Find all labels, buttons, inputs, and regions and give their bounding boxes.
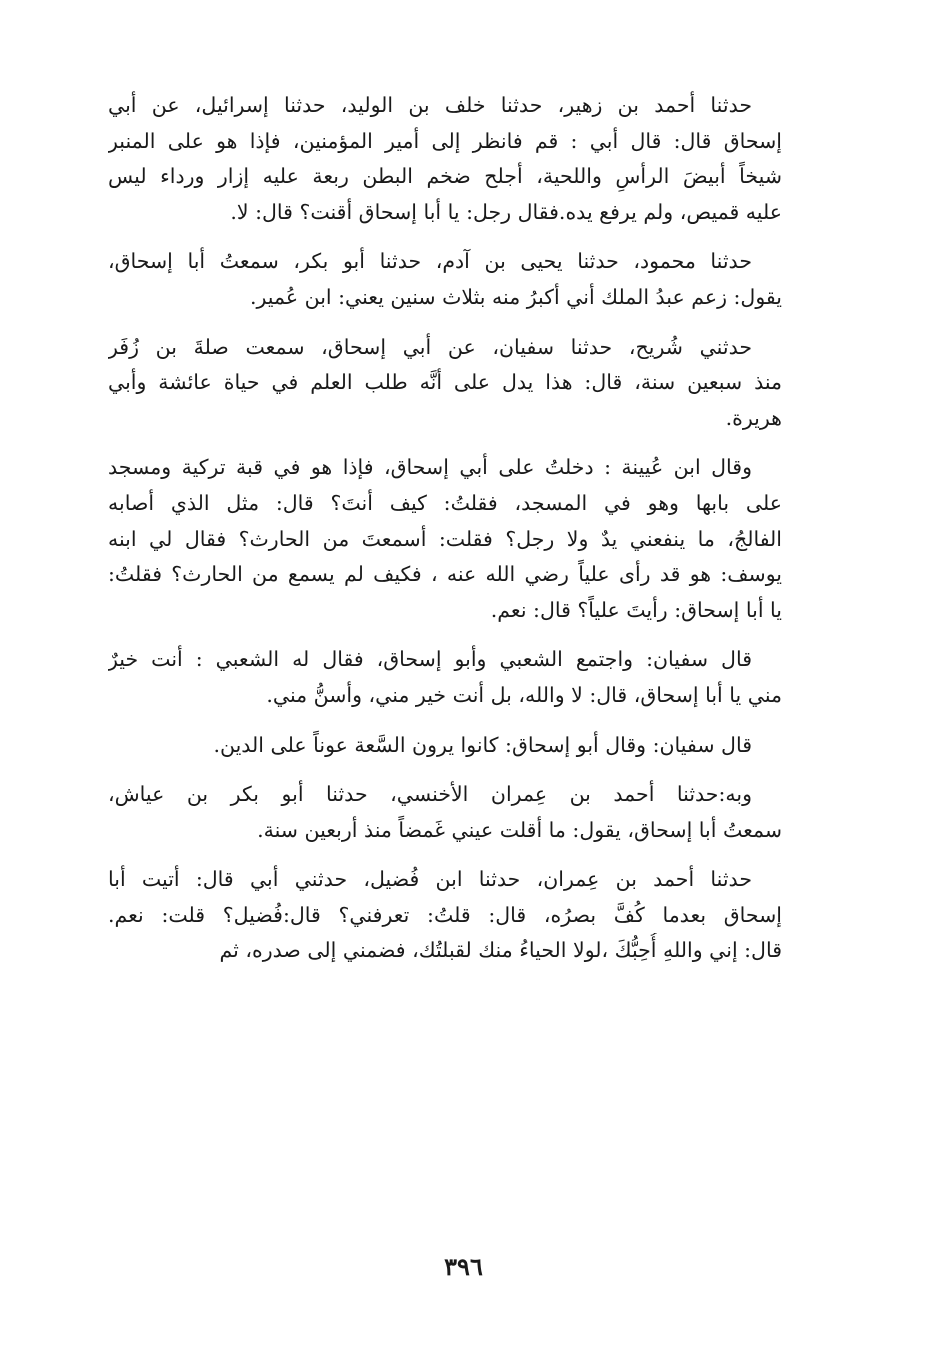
text-line: حدثنا محمود، حدثنا يحيى بن آدم، حدثنا أبو بكر، سمعتُ أبا إسحاق، bbox=[108, 249, 752, 274]
text-line: يا أبا إسحاق: رأيتَ علياً؟ قال: نعم. bbox=[490, 597, 782, 622]
paragraph bbox=[108, 244, 782, 315]
text-line: يوسف: هو قد رأى علياً رضي الله عنه ، فكيف لم يسمع من الحارث؟ فقلتُ: bbox=[108, 562, 782, 587]
text-line: حدثني شُريح، حدثنا سفيان، عن أبي إسحاق، سمعت صلةَ بن زُفَر bbox=[108, 334, 752, 359]
page-body bbox=[108, 88, 782, 983]
text-line: قال سفيان: واجتمع الشعبي وأبو إسحاق، فقال له الشعبي : أنت خيرٌ bbox=[108, 647, 752, 672]
text-line: سمعتُ أبا إسحاق، يقول: ما أقلت عيني غَمضاً منذ أربعين سنة. bbox=[257, 817, 782, 842]
text-line: حدثنا أحمد بن عِمران، حدثنا ابن فُضيل، حدثني أبي قال: أتيت أبا bbox=[108, 867, 752, 892]
text-line: وبه:حدثنا أحمد بن عِمران الأخنسي، حدثنا أبو بكر بن عياش، bbox=[108, 782, 752, 807]
text-line: قال سفيان: وقال أبو إسحاق: كانوا يرون السَّعة عوناً على الدين. bbox=[213, 732, 752, 757]
text-line: إسحاق بعدما كُفَّ بصرُه، قال: قلتُ: تعرفني؟ قال:فُضيل؟ قلت: نعم. bbox=[108, 902, 782, 927]
paragraph bbox=[108, 728, 782, 764]
text-line: على بابها وهو في المسجد، فقلتُ: كيف أنتَ؟ قال: مثل الذي أصابه bbox=[108, 490, 782, 515]
text-line: حدثنا أحمد بن زهير، حدثنا خلف بن الوليد، حدثنا إسرائيل، عن أبي bbox=[108, 93, 752, 117]
page-number: ٣٩٦ bbox=[444, 1252, 483, 1281]
paragraph bbox=[108, 330, 782, 437]
paragraph bbox=[108, 642, 782, 713]
text-line: وقال ابن عُيينة : دخلتُ على أبي إسحاق، فإذا هو في قبة تركية ومسجد bbox=[108, 455, 752, 480]
text-line: شيخاً أبيضَ الرأسِ واللحية، أجلح ضخم البطن ربعة عليه إزار ورداء ليس bbox=[108, 164, 782, 189]
paragraph bbox=[108, 450, 782, 628]
text-line: الفالجُ، ما ينفعني يدٌ ولا رجل؟ فقلت: أسمعتَ من الحارث؟ فقال لي ابنه bbox=[108, 526, 782, 551]
text-line: إسحاق قال: قال أبي : قم فانظر إلى أمير المؤمنين، فإذا هو على المنبر bbox=[108, 128, 782, 153]
text-line: عليه قميص، ولم يرفع يده.فقال رجل: يا أبا إسحاق أقنت؟ قال: لا. bbox=[230, 199, 782, 224]
text-line: هريرة. bbox=[725, 405, 782, 430]
text-line: يقول: زعم عبدُ الملك أني أكبرُ منه بثلاث سنين يعني: ابن عُمير. bbox=[249, 284, 782, 309]
paragraph bbox=[108, 88, 782, 230]
paragraph bbox=[108, 777, 782, 848]
text-line: منذ سبعين سنة، قال: هذا يدل على أنَّه طلب العلم في حياة عائشة وأبي bbox=[108, 370, 782, 395]
text-line: مني يا أبا إسحاق، قال: لا والله، بل أنت خير مني، وأسنُّ مني. bbox=[266, 682, 782, 707]
text-line: قال: إني واللهِ أُحِبُّكَ ،لولا الحياءُ منك لقبلتُك، فضمني إلى صدره، ثم bbox=[219, 938, 782, 963]
paragraph bbox=[108, 862, 782, 969]
